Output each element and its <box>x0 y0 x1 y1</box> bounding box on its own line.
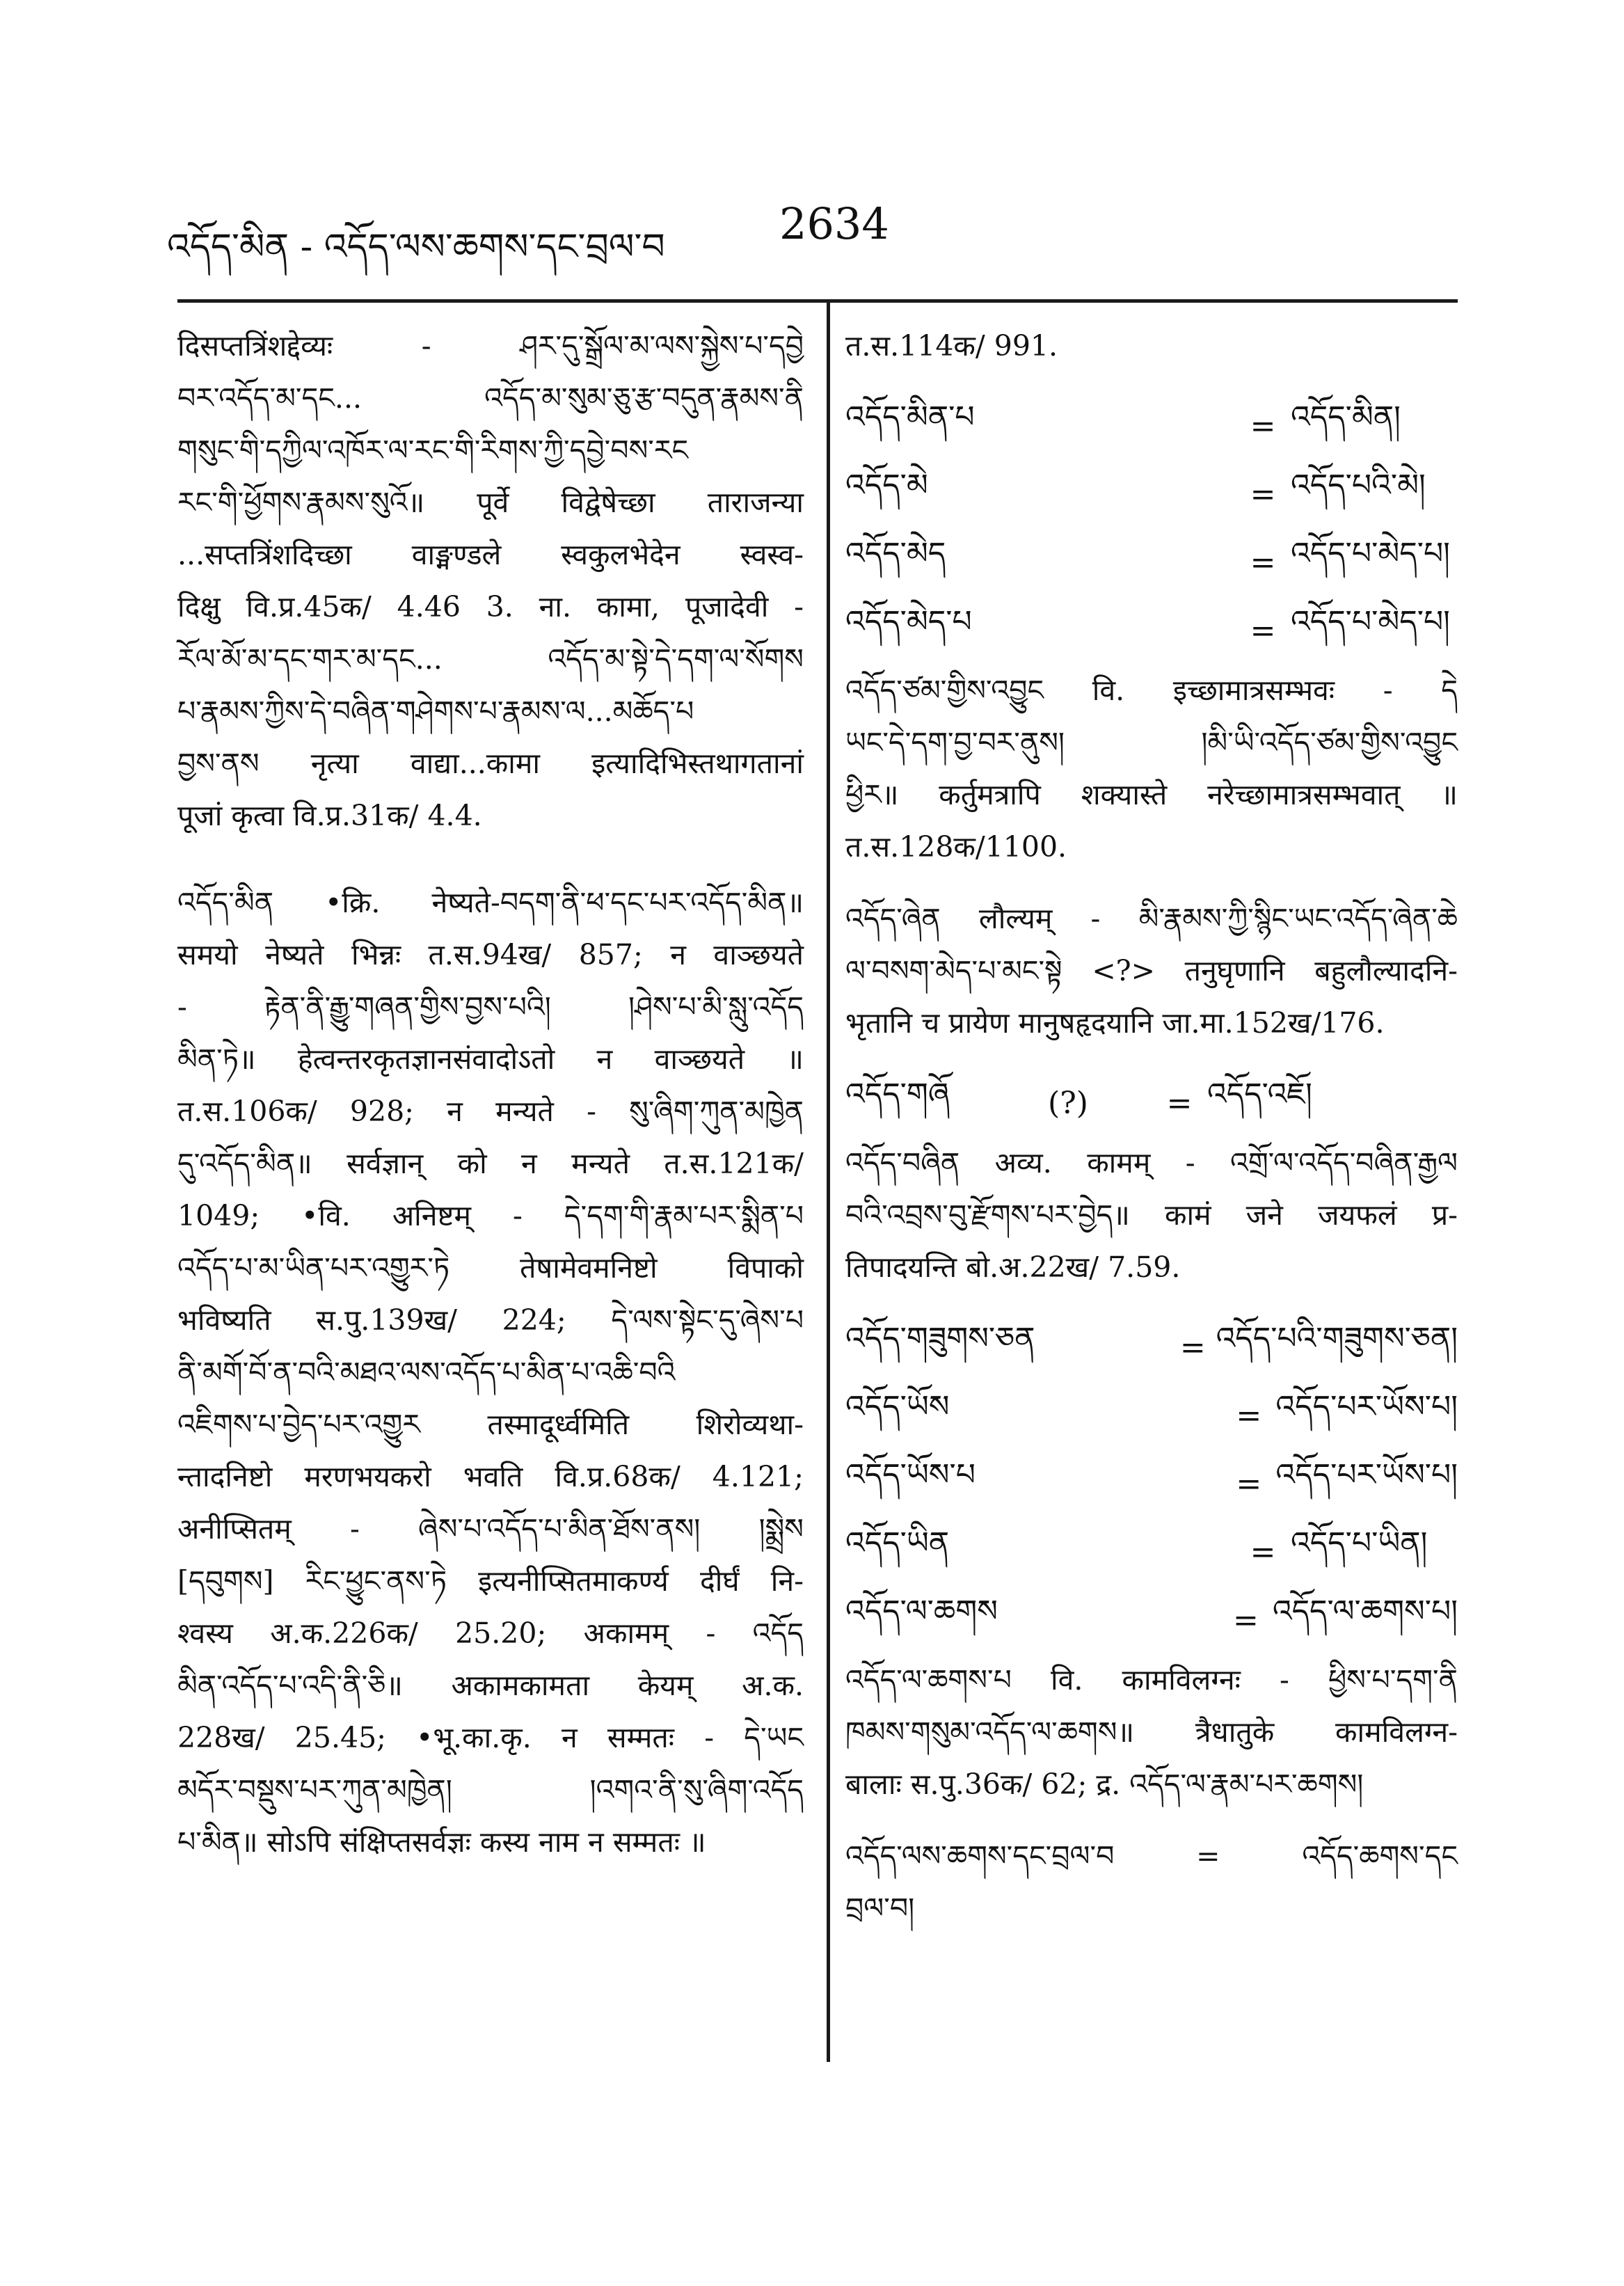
entry-line: दिक्षु वि.प्र.45क/ 4.46 3. ना. कामा, पूजादेवी - <box>177 590 804 624</box>
page-header <box>167 198 1447 268</box>
entry-line: ཡང་དེ་དག་བྱ་བར་ནུས། །མི་ཡི་འདོད་ཙམ་གྱིས་འབྱུང <box>845 726 1458 759</box>
entry-line: ལ་བསག་མེད་པ་མང་སྟེ <?> तनुघृणानि बहुलौल्यादनि- <box>845 954 1458 987</box>
entry-line: མིན་ཏེ॥ हेत्वन्तरकृतज्ञानसंवादोऽतो न वाञ्छयते ॥ <box>177 1042 804 1076</box>
entry-line: བའི་འབྲས་བུ་རྫོགས་པར་བྱེད॥ कामं जने जयफलं प्र- <box>845 1198 1458 1232</box>
headword: འདོད་མེད་པ <box>845 604 972 640</box>
see-target: འདོད་མིན། <box>1291 399 1401 435</box>
entry-dod-bzhin <box>845 1137 1458 1294</box>
entry-line: पूजां कृत्वा वि.प्र.31क/ 4.4. <box>177 799 482 832</box>
cross-reference <box>845 1313 1458 1381</box>
equals-sign: = <box>1250 408 1276 444</box>
entry-dod-las-chags <box>845 1830 1458 1935</box>
entry-line: समयो नेष्यते भिन्नः त.स.94ख/ 857; न वाञ्छयते <box>177 938 804 971</box>
entry-line: གསུང་གི་དཀྱིལ་འཁོར་ལ་རང་གི་རིགས་ཀྱི་དབྱེ་བས་རང <box>177 434 689 467</box>
see-target: འདོད་པ་མེད་པ། <box>1291 604 1450 640</box>
entry-line: འདོད་པ་མ་ཡིན་པར་འགྱུར་ཏེ तेषामेवमनिष्टो विपाको <box>177 1251 804 1285</box>
headword: འདོད་མིན་པ <box>845 399 975 435</box>
equals-sign: = <box>1166 1085 1193 1121</box>
see-target: འདོད་པར་ཡོས་པ། <box>1275 1389 1458 1424</box>
entry-dod-zhen <box>845 893 1458 1049</box>
cross-reference <box>845 1069 1458 1137</box>
equals-sign: = <box>1250 612 1276 649</box>
see-target: འདོད་པ་མེད་པ། <box>1291 536 1450 571</box>
entry-line: པ་མིན॥ सोऽपि संक्षिप्तसर्वज्ञः कस्य नाम न सम्मतः ॥ <box>177 1825 706 1859</box>
see-target: འདོད་ལ་ཆགས་པ། <box>1272 1594 1458 1629</box>
cross-reference <box>845 1586 1458 1654</box>
entry-line: བྱས་ནས नृत्या वाद्या...कामा इत्यादिभिस्तथागतानां <box>177 747 804 780</box>
equals-sign: = <box>1250 476 1276 512</box>
headword: འདོད་གཟུགས་ཅན <box>845 1321 1035 1356</box>
header-rule <box>177 299 1458 303</box>
equals-sign: = <box>1179 1329 1206 1365</box>
headword: འདོད་མེད <box>845 536 946 571</box>
equals-sign: = <box>1236 1466 1262 1502</box>
column-divider <box>827 301 830 2062</box>
see-target: འདོད་པ་ཡིན། <box>1291 1525 1428 1561</box>
entry-line: त.स.114क/ 991. <box>845 329 1058 363</box>
see-target: འདོད་འཇོ། <box>1207 1077 1312 1112</box>
cross-reference <box>845 460 1458 528</box>
entry-line: འདོད་ཙམ་གྱིས་འབྱུང वि. इच्छामात्रसम्भवः - དེ <box>845 674 1458 707</box>
entry-line: ཁམས་གསུམ་འདོད་ལ་ཆགས॥ त्रैधातुके कामविलग्न- <box>845 1715 1458 1749</box>
entry-line: འདོད་ལ་ཆགས་པ वि. कामविलग्नः - ཕྱིས་པ་དག་ནི <box>845 1663 1458 1697</box>
equals-sign: = <box>1250 1534 1276 1570</box>
cross-reference <box>845 1518 1458 1586</box>
headword: འདོད་ཡོས་པ <box>845 1457 976 1493</box>
cross-reference <box>845 1450 1458 1518</box>
cross-reference <box>845 1381 1458 1450</box>
entry-line: ནི་མགོ་བོ་ན་བའི་མཐའ་ལས་འདོད་པ་མིན་པ་འཆི་བའི <box>177 1356 676 1389</box>
entry-line: बालाः स.पु.36क/ 62; द्र. འདོད་ལ་རྣམ་པར་ཆགས། <box>845 1768 1364 1801</box>
running-head: འདོད་མིན - འདོད་ལས་ཆགས་དང་བྲལ་བ <box>167 226 665 268</box>
see-target: འདོད་པའི་མེ། <box>1291 468 1426 503</box>
entry-dod-tsam <box>845 665 1458 873</box>
cross-reference <box>845 528 1458 596</box>
cross-reference <box>845 596 1458 665</box>
entry-line: - རྟེན་ནི་རྒྱུ་གཞན་གྱིས་བྱས་པའི། །ཤེས་པ་མི་སླུ་འདོད <box>177 990 804 1024</box>
see-target: འདོད་པར་ཡོས་པ། <box>1275 1457 1458 1493</box>
entry-line: अनीप्सितम् - ཞེས་པ་འདོད་པ་མིན་ཐོས་ནས། །སྨྲེས <box>177 1512 804 1546</box>
cross-reference <box>845 392 1458 460</box>
entry-line: भृतानि च प्रायेण मानुषहृदयानि जा.मा.152ख/176. <box>845 1006 1385 1040</box>
entry-dod-min <box>177 877 804 1868</box>
equals-sign: = <box>1233 1602 1259 1638</box>
entry-line: 1049; •वि. अनिष्टम् - དེ་དག་གི་རྣམ་པར་སྨིན་པ <box>177 1199 804 1232</box>
entry-line: མདོར་བསྡུས་པར་ཀུན་མཁྱེན། །འགའ་ནི་སུ་ཞིག་འདོད <box>177 1773 804 1807</box>
entry-line: བྲལ་བ། <box>845 1891 915 1925</box>
entry-continuation <box>177 320 804 842</box>
entry-line: འདོད་ཞེན लौल्यम् - མི་རྣམས་ཀྱི་སྙིང་ཡང་འདོད་ཞེན་ཆེ <box>845 902 1458 935</box>
entry-line: བར་འདོད་མ་དང... འདོད་མ་སུམ་ཅུ་རྩ་བདུན་རྣམས་ནི <box>177 381 804 415</box>
entry-line: श्वस्य अ.क.226क/ 25.20; अकामम् - འདོད <box>177 1617 804 1650</box>
headword: འདོད་ཡིན <box>845 1525 950 1561</box>
entry-line: མིན་འདོད་པ་འདི་ནི་ཅི॥ अकामकामता केयम् अ.क. <box>177 1669 804 1702</box>
entry-line: न्तादनिष्टो मरणभयकरो भवति वि.प्र.68क/ 4.121; <box>177 1460 804 1493</box>
entry-line: འདོད་མིན •क्रि. नेष्यते-བདག་ནི་ཕ་དང་པར་འདོད་མིན॥ <box>177 886 804 919</box>
reference-line <box>845 320 1458 372</box>
equals-sign: = <box>1236 1397 1262 1434</box>
entry-line: 228ख/ 25.45; •भू.का.कृ. न सम्मतः - དེ་ཡང <box>177 1721 804 1754</box>
entry-line: तिपादयन्ति बो.अ.22ख/ 7.59. <box>845 1251 1181 1284</box>
entry-line: དུ་འདོད་མིན॥ सर्वज्ञान् को न मन्यते त.स.121क/ <box>177 1147 804 1180</box>
query-mark: (?) <box>1048 1085 1088 1121</box>
entry-line: त.स.128क/1100. <box>845 830 1067 864</box>
headword: འདོད་ལ་ཆགས <box>845 1594 998 1629</box>
entry-line: त.स.106क/ 928; न मन्यते - སུ་ཞིག་ཀུན་མཁྱེན <box>177 1095 804 1128</box>
entry-dod-la-chags-pa <box>845 1654 1458 1811</box>
entry-line: ཕྱིར॥ कर्तुमत्रापि शक्यास्ते नरेच्छामात्रसम्भवात् ॥ <box>845 778 1458 811</box>
cross-reference-list <box>845 392 1458 665</box>
right-column <box>845 320 1458 1954</box>
entry-line: འཇིགས་པ་བྱེད་པར་འགྱུར तस्मादूर्ध्वमिति शिरोव्यथा- <box>177 1408 804 1441</box>
page-number: 2634 <box>779 198 889 249</box>
cross-reference-list <box>845 1313 1458 1654</box>
entry-line: རོལ་མོ་མ་དང་གར་མ་དང... འདོད་མ་སྟེ་དེ་དག་ལ་སོགས <box>177 642 804 676</box>
entry-line: भविष्यति स.पु.139ख/ 224; དེ་ལས་སྟེང་དུ་ཞེས་པ <box>177 1303 804 1337</box>
entry-line: ...सप्तत्रिंशदिच्छा वाङ्मण्डले स्वकुलभेदेन स्वस्व- <box>177 538 804 571</box>
see-target: འདོད་པའི་གཟུགས་ཅན། <box>1216 1321 1458 1356</box>
headword: འདོད་ཡོས <box>845 1389 950 1424</box>
equals-sign: = <box>1250 544 1276 580</box>
entry-line: རང་གི་ཕྱོགས་རྣམས་སུའོ॥ पूर्वे विद्वेषेच्छा ताराजन्या <box>177 486 804 519</box>
entry-line: འདོད་ལས་ཆགས་དང་བྲལ་བ = འདོད་ཆགས་དང <box>845 1839 1458 1873</box>
entry-line: दिसप्तत्रिंशद्देव्यः - ཤར་དུ་སྒྲོལ་མ་ལས་སྐྱེས་པ་དབྱེ <box>177 329 804 363</box>
headword: འདོད་གཞོ <box>845 1077 950 1112</box>
entry-line: [དབུགས] རིང་ཕྱུང་ནས་ཏེ इत्यनीप्सितमाकर्ण्य दीर्घं नि- <box>177 1564 804 1598</box>
headword: འདོད་མེ <box>845 468 928 503</box>
entry-line: པ་རྣམས་ཀྱིས་དེ་བཞིན་གཤེགས་པ་རྣམས་ལ...མཆོད་པ <box>177 694 694 728</box>
entry-line: འདོད་བཞིན अव्य. कामम् - འགྲོ་ལ་འདོད་བཞིན་རྒྱལ <box>845 1146 1458 1180</box>
left-column <box>177 320 804 1888</box>
